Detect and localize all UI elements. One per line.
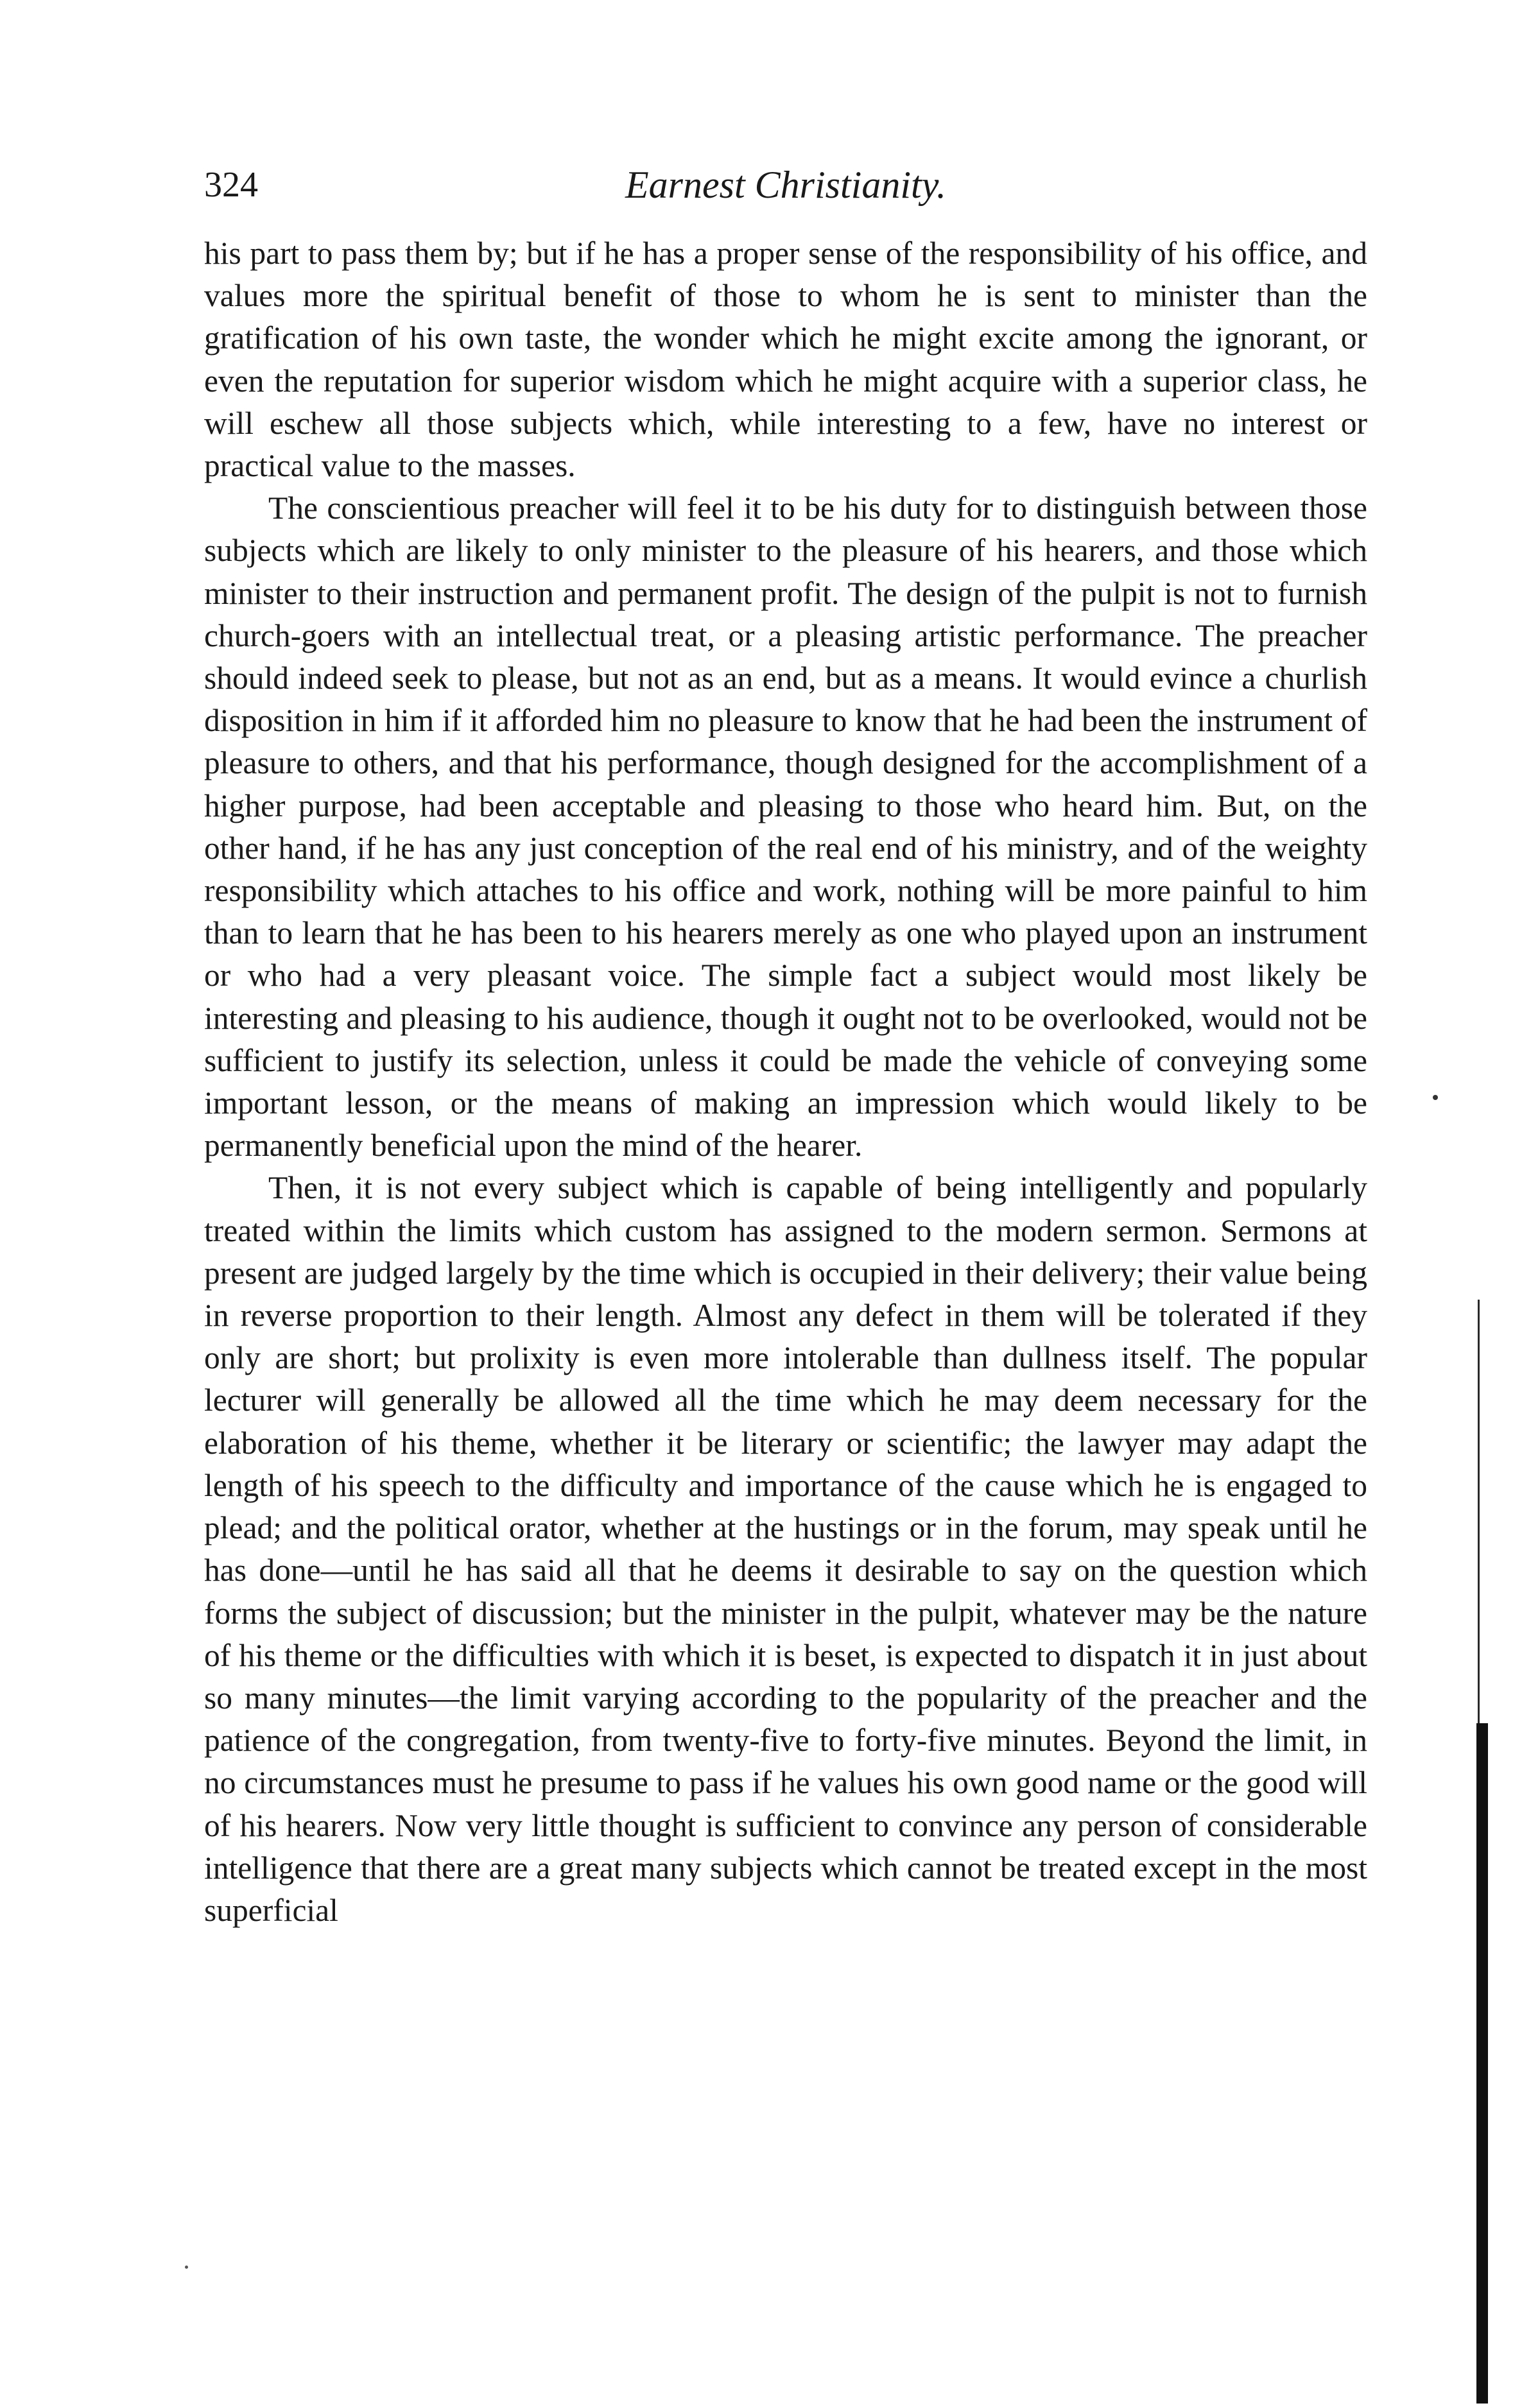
page-edge-shadow [1476, 1723, 1488, 2404]
paragraph: The conscientious preacher will feel it to be his duty for to distinguish between those subjects which are likely to only minister to the pleasure of his hearers, and those which minister to their instruction and permanent profit. The design of the pulpit is not to furnish church-goers with an intellectual treat, or a pleasing artistic performance. The preacher should indeed seek to please, but not as an end, but as a means. It would evince a churlish disposition in him if it afforded him no pleasure to know that he had been the instrument of pleasure to others, and that his performance, though designed for the accomplishment of a higher purpose, had been acceptable and pleasing to those who heard him. But, on the other hand, if he has any just conception of the real end of his ministry, and of the weighty responsibility which attaches to his office and work, nothing will be more painful to him than to learn that he has been to his hearers merely as one who played upon an instrument or who had a very pleasant voice. The simple fact a subject would most likely be interesting and pleasing to his audience, though it ought not to be overlooked, would not be sufficient to justify its selection, unless it could be made the vehicle of conveying some important lesson, or the means of making an impression which would likely to be permanently beneficial upon the mind of the hearer. [204, 490, 1367, 1164]
page-edge-shadow [1478, 1300, 1480, 1723]
margin-mark [1433, 1095, 1438, 1100]
page-number: 324 [204, 165, 258, 205]
running-head [204, 159, 1367, 211]
paragraph: Then, it is not every subject which is capable of being intelligently and popularly treated within the limits which custom has assigned to the modern sermon. Sermons at present are judged largely by the time which is occupied in their delivery; their value being in reverse proportion to their length. Almost any defect in them will be tolerated if they only are short; but prolixity is even more intolerable than dullness itself. The popular lecturer will generally be allowed all the time which he may deem necessary for the elaboration of his theme, whether it be literary or scientific; the lawyer may adapt the length of his speech to the difficulty and importance of the cause which he is engaged to plead; and the political orator, whether at the hustings or in the forum, may speak until he has done—until he has said all that he deems it desirable to say on the question which forms the subject of discussion; but the minister in the pulpit, whatever may be the nature of his theme or the difficulties with which it is beset, is expected to dispatch it in just about so many minutes—the limit varying according to the popularity of the preacher and the patience of the congregation, from twenty-five to forty-five minutes. Beyond the limit, in no circumstances must he presume to pass if he values his own good name or the good will of his hearers. Now very little thought is sufficient to convince any person of considerable intelligence that there are a great many subjects which cannot be treated except in the most superficial [204, 1170, 1367, 1928]
paragraph-continued: his part to pass them by; but if he has a proper sense of the responsibility of his office, and values more the spiritual benefit of those to whom he is sent to minister than the gratification of his own taste, the wonder which he might excite among the ignorant, or even the reputation for superior wisdom which he might acquire with a superior class, he will eschew all those subjects which, while interesting to a few, have no interest or practical value to the masses. [204, 236, 1367, 484]
margin-mark [185, 2266, 188, 2269]
running-title: Earnest Christianity. [625, 164, 947, 206]
body-text [204, 232, 1367, 1932]
